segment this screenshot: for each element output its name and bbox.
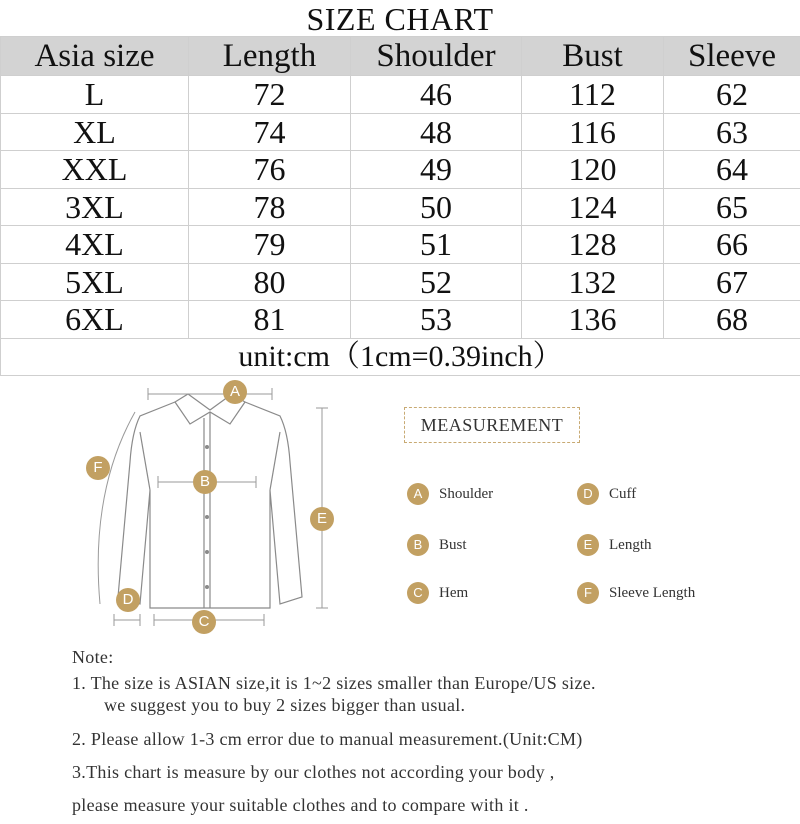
table-cell: 49 (351, 151, 522, 189)
table-cell: 128 (522, 226, 664, 264)
table-cell: 51 (351, 226, 522, 264)
table-cell: 64 (664, 151, 800, 189)
legend-label: Hem (439, 584, 469, 601)
header-bust: Bust (522, 37, 664, 76)
table-cell: 46 (351, 76, 522, 114)
size-table (0, 36, 800, 376)
legend-badge-icon: E (577, 534, 599, 556)
table-cell: XXL (1, 151, 189, 189)
unit-note: unit:cm（1cm=0.39inch） (1, 338, 800, 375)
table-cell: 52 (351, 263, 522, 301)
legend-item-cuff (577, 483, 636, 505)
table-cell: L (1, 76, 189, 114)
legend-item-bust (407, 534, 467, 556)
table-cell: 120 (522, 151, 664, 189)
legend-item-sleeve-length (577, 582, 695, 604)
table-cell: 65 (664, 188, 800, 226)
table-cell: 4XL (1, 226, 189, 264)
table-cell: 62 (664, 76, 800, 114)
unit-row (1, 338, 800, 375)
legend-label: Length (609, 536, 652, 553)
table-cell: 5XL (1, 263, 189, 301)
badge-d-icon: D (116, 588, 140, 612)
table-cell: 112 (522, 76, 664, 114)
note-line-1b: we suggest you to buy 2 sizes bigger than usual. (104, 695, 466, 715)
shirt-outline (60, 372, 360, 642)
header-shoulder: Shoulder (351, 37, 522, 76)
legend-badge-icon: F (577, 582, 599, 604)
legend-badge-icon: B (407, 534, 429, 556)
table-row (1, 76, 800, 114)
notes-heading: Note: (72, 647, 114, 667)
table-row (1, 263, 800, 301)
header-sleeve: Sleeve (664, 37, 800, 76)
header-asia-size: Asia size (1, 37, 189, 76)
table-row (1, 301, 800, 339)
table-cell: 81 (189, 301, 351, 339)
table-cell: 76 (189, 151, 351, 189)
table-row (1, 226, 800, 264)
header-length: Length (189, 37, 351, 76)
notes-section (72, 646, 792, 816)
table-row (1, 188, 800, 226)
note-line-4: please measure your suitable clothes and to compare with it . (72, 795, 529, 815)
table-cell: 68 (664, 301, 800, 339)
table-cell: 66 (664, 226, 800, 264)
badge-b-icon: B (193, 470, 217, 494)
table-cell: 50 (351, 188, 522, 226)
note-line-1: 1. The size is ASIAN size,it is 1~2 sizes smaller than Europe/US size. (72, 673, 596, 693)
legend-badge-icon: D (577, 483, 599, 505)
legend-item-shoulder (407, 483, 493, 505)
chart-title: SIZE CHART (306, 1, 494, 37)
legend-item-length (577, 534, 652, 556)
table-cell: 124 (522, 188, 664, 226)
table-header-row (1, 37, 800, 76)
table-row (1, 113, 800, 151)
legend-label: Cuff (609, 485, 637, 502)
measurement-heading: MEASUREMENT (404, 407, 580, 443)
table-cell: 79 (189, 226, 351, 264)
note-line-2: 2. Please allow 1-3 cm error due to manual measurement.(Unit:CM) (72, 729, 583, 749)
table-cell: 63 (664, 113, 800, 151)
table-cell: 132 (522, 263, 664, 301)
note-line-3: 3.This chart is measure by our clothes not according your body , (72, 762, 555, 782)
table-cell: 6XL (1, 301, 189, 339)
badge-a-icon: A (223, 380, 247, 404)
table-cell: 72 (189, 76, 351, 114)
table-cell: 80 (189, 263, 351, 301)
badge-e-icon: E (310, 507, 334, 531)
table-cell: 3XL (1, 188, 189, 226)
legend-item-hem (407, 582, 468, 604)
legend-label: Bust (439, 536, 467, 553)
table-row (1, 151, 800, 189)
legend-label: Sleeve Length (609, 584, 696, 601)
table-cell: 136 (522, 301, 664, 339)
badge-c-icon: C (192, 610, 216, 634)
legend-badge-icon: C (407, 582, 429, 604)
badge-f-icon: F (86, 456, 110, 480)
legend-label: Shoulder (439, 485, 494, 502)
shirt-diagram (60, 372, 360, 642)
table-cell: 67 (664, 263, 800, 301)
table-cell: XL (1, 113, 189, 151)
table-cell: 48 (351, 113, 522, 151)
table-cell: 74 (189, 113, 351, 151)
legend-badge-icon: A (407, 483, 429, 505)
table-cell: 53 (351, 301, 522, 339)
table-cell: 116 (522, 113, 664, 151)
table-cell: 78 (189, 188, 351, 226)
